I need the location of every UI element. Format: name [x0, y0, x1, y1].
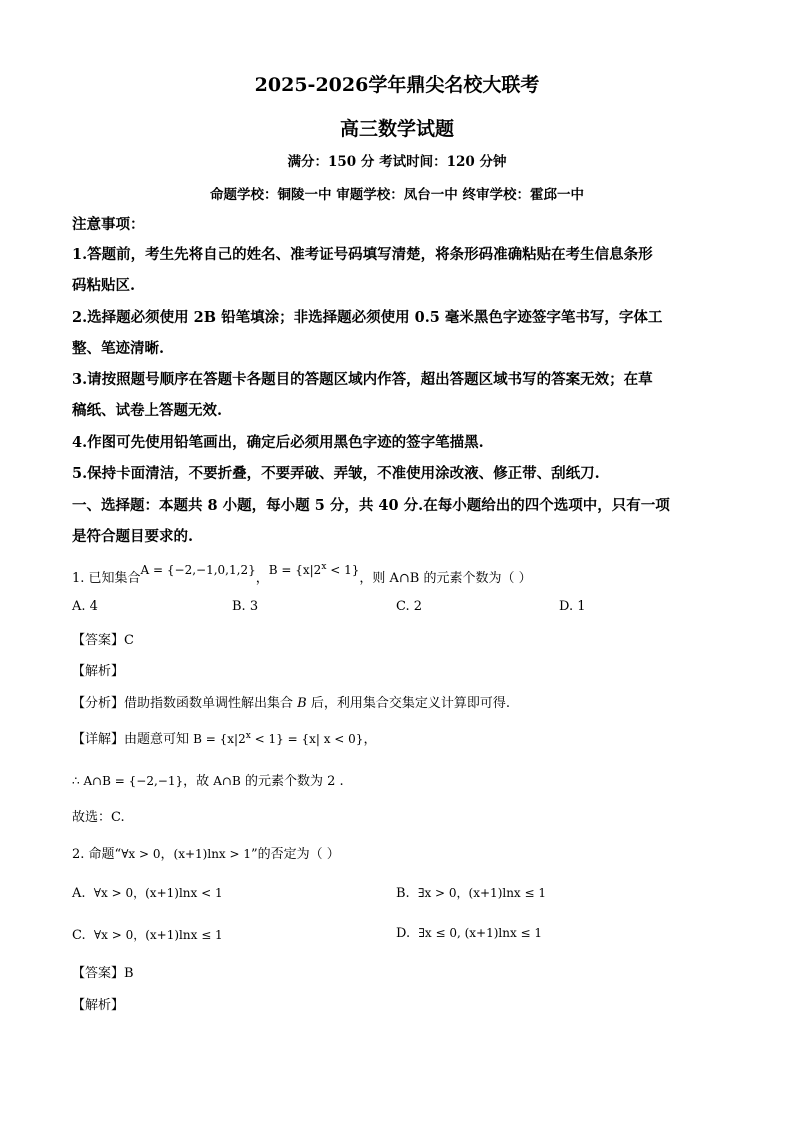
exam-schools: 命题学校：铜陵一中 审题学校：凤台一中 终审学校：霍邱一中: [210, 187, 584, 203]
q2-option-a: A. ∀x > 0，(x+1)lnx < 1: [72, 886, 223, 901]
note-2-line-2: 整、笔迹清晰.: [72, 340, 165, 357]
note-1-line-2: 码粘贴区.: [72, 277, 136, 294]
q2-answer: 【答案】B: [72, 966, 134, 981]
q1-suffix: ，则 A∩B 的元素个数为（ ）: [359, 571, 532, 586]
note-3-line-1: 3.请按照题号顺序在答题卡各题目的答题区域内作答，超出答题区域书写的答案无效；在草: [72, 371, 653, 388]
note-5: 5.保持卡面清洁，不要折叠，不要弄破、弄皱，不准使用涂改液、修正带、刮纸刀.: [72, 465, 600, 482]
exam-info: 满分：150 分 考试时间：120 分钟: [287, 154, 507, 170]
exam-title: 2025-2026学年鼎尖名校大联考: [254, 74, 540, 96]
q1-detail: 【详解】由题意可知 $B = \{x|2^x < 1\} = \{x|$ x < 0}，: [72, 731, 377, 747]
q1-set-b: $B = \{x|2^x < 1\}$: [268, 562, 360, 577]
q1-option-c: C. 2: [396, 599, 423, 614]
note-2-line-1: 2.选择题必须使用 2B 铅笔填涂；非选择题必须使用 0.5 毫米黑色字迹签字笔书写，字体工: [72, 309, 663, 326]
note-3-line-2: 稿纸、试卷上答题无效.: [72, 402, 223, 419]
section-1-line-1: 一、选择题：本题共 8 小题，每小题 5 分，共 40 分.在每小题给出的四个选项中，只有一项: [72, 497, 670, 514]
q1-option-a: A. 4: [72, 599, 98, 614]
q1-analysis-tag: 【解析】: [72, 664, 125, 679]
section-1-line-2: 是符合题目要求的.: [72, 528, 194, 545]
q1-option-d: D. 1: [559, 599, 586, 614]
q2-option-b: B. ∃x > 0，(x+1)lnx ≤ 1: [396, 886, 547, 901]
q1-therefore: ∴ A∩B = {−2,−1}，故 A∩B 的元素个数为 2 .: [72, 774, 344, 789]
q1-prefix: 1. 已知集合: [72, 571, 141, 586]
q2-option-d: D. ∃x ≤ 0, (x+1)lnx ≤ 1: [396, 926, 543, 941]
q1-answer: 【答案】C: [72, 633, 134, 648]
q1-option-b: B. 3: [232, 599, 259, 614]
question-2-stem: 2. 命题“∀x > 0，(x+1)lnx > 1”的否定为（ ）: [72, 847, 340, 862]
q1-fenxi: 【分析】借助指数函数单调性解出集合 B 后，利用集合交集定义计算即可得.: [72, 696, 510, 711]
note-1-line-1: 1.答题前，考生先将自己的姓名、准考证号码填写清楚，将条形码准确粘贴在考生信息条形: [72, 246, 653, 263]
exam-subtitle: 高三数学试题: [339, 118, 454, 140]
q1-set-a: A = {−2,−1,0,1,2}: [140, 563, 256, 577]
notes-heading: 注意事项：: [72, 216, 145, 233]
q2-analysis-tag: 【解析】: [72, 998, 125, 1013]
q1-choose: 故选：C.: [72, 810, 125, 825]
question-1-stem: [72, 562, 532, 586]
note-4: 4.作图可先使用铅笔画出，确定后必须用黑色字迹的签字笔描黑.: [72, 434, 484, 451]
q1-comma: ，: [255, 571, 269, 586]
q2-option-c: C. ∀x > 0，(x+1)lnx ≤ 1: [72, 928, 223, 943]
